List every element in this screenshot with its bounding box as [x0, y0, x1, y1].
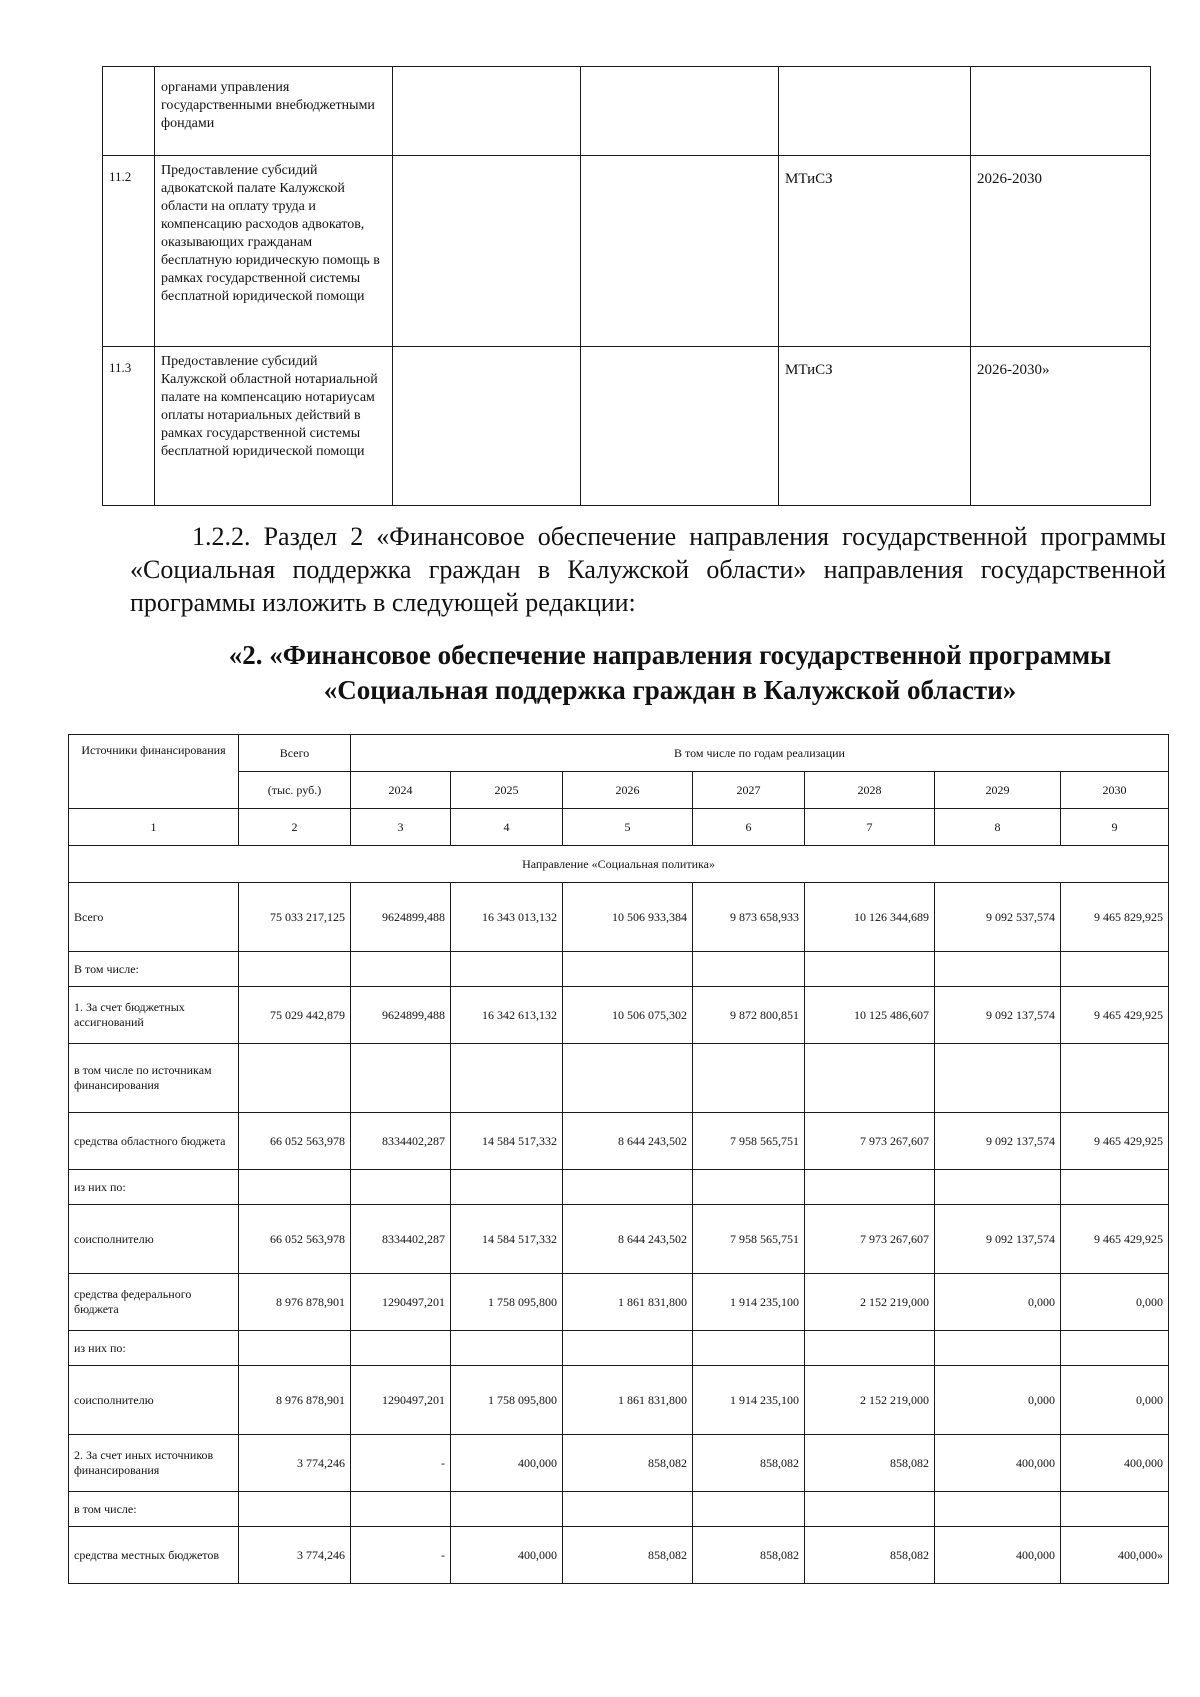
- year-value: 10 125 486,607: [805, 987, 935, 1044]
- year-value: 400,000: [451, 1435, 563, 1492]
- year-value: 1 914 235,100: [693, 1274, 805, 1331]
- year-value: -: [351, 1435, 451, 1492]
- year-value: [693, 1170, 805, 1205]
- year-value: [693, 1331, 805, 1366]
- row-label: соисполнителю: [69, 1205, 239, 1274]
- year-value: 9624899,488: [351, 987, 451, 1044]
- row-number: [103, 67, 155, 156]
- year-value: [451, 952, 563, 987]
- year-value: 9 092 137,574: [935, 1113, 1061, 1170]
- year-value: 400,000: [935, 1435, 1061, 1492]
- year-value: [351, 1170, 451, 1205]
- year-value: [935, 1044, 1061, 1113]
- table-row: [69, 1527, 1169, 1584]
- row-label: средства областного бюджета: [69, 1113, 239, 1170]
- row-label: соисполнителю: [69, 1366, 239, 1435]
- executor: МТиСЗ: [779, 156, 971, 347]
- year-value: -: [351, 1527, 451, 1584]
- section-title: Направление «Социальная политика»: [69, 846, 1169, 883]
- year-value: 9 465 829,925: [1061, 883, 1169, 952]
- year-value: 858,082: [805, 1435, 935, 1492]
- table-row: [69, 952, 1169, 987]
- year-value: 7 973 267,607: [805, 1113, 935, 1170]
- year-value: [563, 1044, 693, 1113]
- year-value: 2 152 219,000: [805, 1274, 935, 1331]
- year-value: 7 958 565,751: [693, 1205, 805, 1274]
- year-value: 14 584 517,332: [451, 1205, 563, 1274]
- year-value: 9 465 429,925: [1061, 1113, 1169, 1170]
- year-value: 858,082: [563, 1435, 693, 1492]
- measure-name: Предоставление субсидий адвокатской палате Калужской области на оплату труда и компенсацию расходов адвокатов, оказывающих гражданам бесплатную юридическую помощь в рамках государственной системы бесплатной юридической помощи: [155, 156, 393, 347]
- year-value: [563, 952, 693, 987]
- table-row: [69, 1044, 1169, 1113]
- header-year: 2024: [351, 772, 451, 809]
- period: 2026-2030»: [971, 347, 1151, 506]
- year-value: 0,000: [1061, 1366, 1169, 1435]
- paragraph-text: 1.2.2. Раздел 2 «Финансовое обеспечение направления государственной программы «Социальная поддержка граждан в Калужской области» направления государственной программы изложить в следующей редакции:: [130, 522, 1166, 617]
- year-value: [563, 1331, 693, 1366]
- section-row: [69, 846, 1169, 883]
- year-value: 9 465 429,925: [1061, 1205, 1169, 1274]
- total-value: 66 052 563,978: [239, 1205, 351, 1274]
- year-value: 0,000: [935, 1366, 1061, 1435]
- year-value: [1061, 1492, 1169, 1527]
- year-value: [563, 1492, 693, 1527]
- table-row: [103, 347, 1151, 506]
- year-value: [805, 1170, 935, 1205]
- year-value: 1 861 831,800: [563, 1366, 693, 1435]
- year-value: 7 973 267,607: [805, 1205, 935, 1274]
- year-value: 400,000: [451, 1527, 563, 1584]
- financing-rows: [69, 883, 1169, 1584]
- year-value: [693, 1492, 805, 1527]
- year-value: 8 644 243,502: [563, 1205, 693, 1274]
- total-value: 8 976 878,901: [239, 1274, 351, 1331]
- year-value: 9 092 537,574: [935, 883, 1061, 952]
- total-value: 75 029 442,879: [239, 987, 351, 1044]
- financing-table: [68, 734, 1169, 1584]
- year-value: [935, 1170, 1061, 1205]
- year-value: 1 758 095,800: [451, 1366, 563, 1435]
- year-value: [351, 1044, 451, 1113]
- row-label: 1. За счет бюджетных ассигнований: [69, 987, 239, 1044]
- table-row: [103, 67, 1151, 156]
- header-year: 2026: [563, 772, 693, 809]
- measures-table: [102, 66, 1151, 506]
- row-label: 2. За счет иных источников финансирования: [69, 1435, 239, 1492]
- year-value: 9624899,488: [351, 883, 451, 952]
- header-unit: (тыс. руб.): [239, 772, 351, 809]
- empty-cell: [393, 156, 581, 347]
- year-value: 400,000»: [1061, 1527, 1169, 1584]
- year-value: 10 506 075,302: [563, 987, 693, 1044]
- table-row: [69, 1366, 1169, 1435]
- table-row: [103, 156, 1151, 347]
- year-value: 8334402,287: [351, 1205, 451, 1274]
- year-value: 9 465 429,925: [1061, 987, 1169, 1044]
- empty-cell: [393, 347, 581, 506]
- header-year: 2028: [805, 772, 935, 809]
- total-value: 3 774,246: [239, 1435, 351, 1492]
- measure-name: органами управления государственными внебюджетными фондами: [155, 67, 393, 156]
- row-label: средства местных бюджетов: [69, 1527, 239, 1584]
- year-value: 14 584 517,332: [451, 1113, 563, 1170]
- year-value: 9 872 800,851: [693, 987, 805, 1044]
- year-value: [805, 952, 935, 987]
- year-value: [935, 1492, 1061, 1527]
- header-year: 2025: [451, 772, 563, 809]
- amendment-paragraph: [130, 520, 1166, 619]
- year-value: 1 914 235,100: [693, 1366, 805, 1435]
- header-by-years: В том числе по годам реализации: [351, 735, 1169, 772]
- empty-cell: [581, 156, 779, 347]
- row-label: средства федерального бюджета: [69, 1274, 239, 1331]
- year-value: [351, 952, 451, 987]
- table-row: [69, 1170, 1169, 1205]
- year-value: 9 092 137,574: [935, 987, 1061, 1044]
- year-value: [351, 1331, 451, 1366]
- table-row: [69, 883, 1169, 952]
- executor: [779, 67, 971, 156]
- row-label: из них по:: [69, 1331, 239, 1366]
- empty-cell: [581, 347, 779, 506]
- row-label: Всего: [69, 883, 239, 952]
- year-value: [451, 1044, 563, 1113]
- column-number: 7: [805, 809, 935, 846]
- header-sources: Источники финансирования: [69, 735, 239, 809]
- row-number: 11.2: [103, 156, 155, 347]
- table-row: [69, 1274, 1169, 1331]
- year-value: 2 152 219,000: [805, 1366, 935, 1435]
- empty-cell: [581, 67, 779, 156]
- column-number: 8: [935, 809, 1061, 846]
- column-number-row: [69, 809, 1169, 846]
- year-value: 1290497,201: [351, 1366, 451, 1435]
- year-value: 7 958 565,751: [693, 1113, 805, 1170]
- year-value: 9 873 658,933: [693, 883, 805, 952]
- year-value: [451, 1492, 563, 1527]
- year-value: 858,082: [563, 1527, 693, 1584]
- total-value: 75 033 217,125: [239, 883, 351, 952]
- table-row: [69, 987, 1169, 1044]
- heading-line-1: «2. «Финансовое обеспечение направления государственной программы: [228, 640, 1112, 670]
- total-value: [239, 1492, 351, 1527]
- header-year: 2027: [693, 772, 805, 809]
- row-label: В том числе:: [69, 952, 239, 987]
- year-value: 9 092 137,574: [935, 1205, 1061, 1274]
- year-value: 400,000: [1061, 1435, 1169, 1492]
- year-value: 8 644 243,502: [563, 1113, 693, 1170]
- period: [971, 67, 1151, 156]
- row-number: 11.3: [103, 347, 155, 506]
- total-value: [239, 1170, 351, 1205]
- year-value: [1061, 952, 1169, 987]
- year-value: [1061, 1044, 1169, 1113]
- row-label: в том числе:: [69, 1492, 239, 1527]
- executor: МТиСЗ: [779, 347, 971, 506]
- year-value: [351, 1492, 451, 1527]
- year-value: 1 861 831,800: [563, 1274, 693, 1331]
- column-number: 4: [451, 809, 563, 846]
- column-number: 9: [1061, 809, 1169, 846]
- row-label: из них по:: [69, 1170, 239, 1205]
- year-value: 1 758 095,800: [451, 1274, 563, 1331]
- total-value: 8 976 878,901: [239, 1366, 351, 1435]
- year-value: 8334402,287: [351, 1113, 451, 1170]
- column-number: 3: [351, 809, 451, 846]
- measure-name: Предоставление субсидий Калужской областной нотариальной палате на компенсацию нотариусам оплаты нотариальных действий в рамках государственной системы бесплатной юридической помощи: [155, 347, 393, 506]
- total-value: 3 774,246: [239, 1527, 351, 1584]
- year-value: [935, 952, 1061, 987]
- table-row: [69, 1205, 1169, 1274]
- year-value: 858,082: [693, 1527, 805, 1584]
- year-value: [935, 1331, 1061, 1366]
- year-value: [693, 1044, 805, 1113]
- year-value: [805, 1044, 935, 1113]
- year-value: [805, 1331, 935, 1366]
- column-number: 5: [563, 809, 693, 846]
- year-value: 16 343 013,132: [451, 883, 563, 952]
- header-row: [69, 735, 1169, 772]
- column-number: 1: [69, 809, 239, 846]
- table-row: [69, 1113, 1169, 1170]
- period: 2026-2030: [971, 156, 1151, 347]
- heading-line-2: «Социальная поддержка граждан в Калужской области»: [323, 675, 1017, 705]
- empty-cell: [393, 67, 581, 156]
- year-value: 400,000: [935, 1527, 1061, 1584]
- year-value: 858,082: [805, 1527, 935, 1584]
- year-value: [563, 1170, 693, 1205]
- year-value: 858,082: [693, 1435, 805, 1492]
- table-row: [69, 1492, 1169, 1527]
- total-value: [239, 952, 351, 987]
- year-value: 1290497,201: [351, 1274, 451, 1331]
- header-year: 2030: [1061, 772, 1169, 809]
- total-value: [239, 1044, 351, 1113]
- column-number: 2: [239, 809, 351, 846]
- year-value: [451, 1331, 563, 1366]
- year-value: 10 506 933,384: [563, 883, 693, 952]
- header-total: Всего: [239, 735, 351, 772]
- section-heading: [170, 638, 1170, 708]
- year-value: [1061, 1331, 1169, 1366]
- row-label: в том числе по источникам финансирования: [69, 1044, 239, 1113]
- total-value: [239, 1331, 351, 1366]
- column-number: 6: [693, 809, 805, 846]
- table-row: [69, 1435, 1169, 1492]
- year-value: 0,000: [935, 1274, 1061, 1331]
- year-value: [693, 952, 805, 987]
- year-value: 0,000: [1061, 1274, 1169, 1331]
- table-row: [69, 1331, 1169, 1366]
- year-value: [805, 1492, 935, 1527]
- header-year: 2029: [935, 772, 1061, 809]
- year-value: [1061, 1170, 1169, 1205]
- year-value: 10 126 344,689: [805, 883, 935, 952]
- year-value: [451, 1170, 563, 1205]
- year-value: 16 342 613,132: [451, 987, 563, 1044]
- total-value: 66 052 563,978: [239, 1113, 351, 1170]
